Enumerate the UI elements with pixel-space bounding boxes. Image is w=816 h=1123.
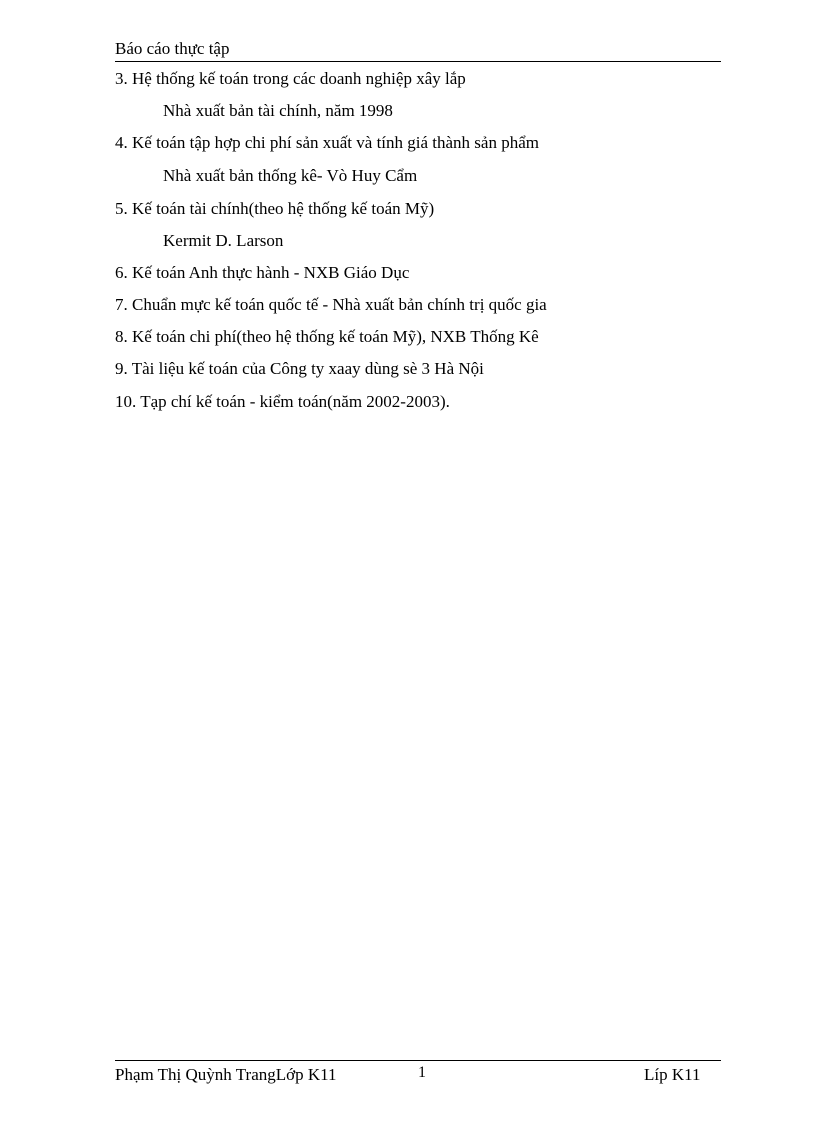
- reference-item: 6. Kế toán Anh thực hành - NXB Giáo Dục: [115, 263, 410, 282]
- reference-item: 7. Chuẩn mực kế toán quốc tế - Nhà xuất bản chính trị quốc gia: [115, 295, 547, 314]
- reference-publisher: Nhà xuất bản tài chính, năm 1998: [163, 101, 393, 120]
- reference-item: 5. Kế toán tài chính(theo hệ thống kế toán Mỹ): [115, 199, 435, 218]
- reference-item: 8. Kế toán chi phí(theo hệ thống kế toán Mỹ), NXB Thống Kê: [115, 327, 539, 346]
- reference-item: 9. Tài liệu kế toán của Công ty xaay dùng sè 3 Hà Nội: [115, 359, 484, 378]
- footer-divider: [115, 1060, 721, 1061]
- footer-author: Phạm Thị Quỳnh TrangLớp K11: [115, 1065, 337, 1084]
- reference-publisher: Nhà xuất bản thống kê- Vò Huy Cẩm: [163, 166, 418, 185]
- page-number: 1: [418, 1064, 426, 1081]
- reference-item: 4. Kế toán tập hợp chi phí sản xuất và tính giá thành sản phẩm: [115, 133, 539, 152]
- reference-item: 3. Hệ thống kế toán trong các doanh nghiệp xây lắp: [115, 69, 466, 88]
- reference-author: Kermit D. Larson: [163, 231, 284, 250]
- reference-item: 10. Tạp chí kế toán - kiểm toán(năm 2002-2003).: [115, 392, 450, 411]
- footer-class: Líp K11: [644, 1065, 701, 1084]
- page-header-title: Báo cáo thực tập: [115, 39, 230, 58]
- header-divider: [115, 61, 721, 62]
